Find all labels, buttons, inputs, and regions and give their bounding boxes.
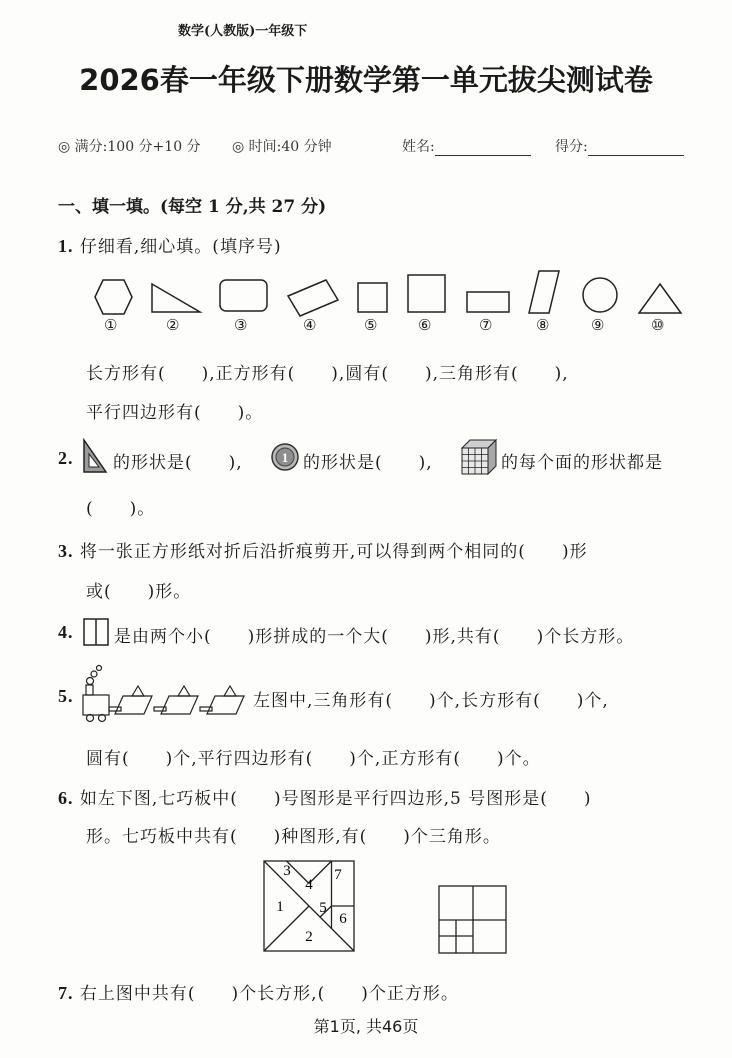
question-text: 将一张正方形纸对折后沿折痕剪开,可以得到两个相同的( )形 bbox=[79, 542, 588, 562]
tangram-label: 2 bbox=[305, 929, 313, 945]
coin-icon bbox=[270, 442, 300, 472]
cube-icon bbox=[458, 438, 498, 474]
question-3-line-2: 或( )形。 bbox=[86, 582, 192, 602]
parallelogram-shape bbox=[529, 271, 559, 313]
small-square-shape bbox=[358, 283, 387, 312]
page-title: 2026春一年级下册数学第一单元拔尖测试卷 bbox=[79, 63, 653, 97]
name-label: 姓名: bbox=[402, 139, 435, 155]
question-text: 仔细看,细心填。(填序号) bbox=[79, 237, 282, 257]
question-2-part-3: 的每个面的形状都是 bbox=[501, 453, 663, 473]
question-6-line-2: 形。七巧板中共有( )种图形,有( )个三角形。 bbox=[86, 827, 501, 847]
question-2-part-1: 的形状是( ), bbox=[113, 453, 243, 473]
header-subject: 数学(人教版)一年级下 bbox=[178, 24, 308, 39]
shape-number-label: ③ bbox=[234, 316, 248, 334]
question-2-number bbox=[58, 448, 74, 469]
question-5-number bbox=[58, 686, 74, 707]
shape-number-label: ⑥ bbox=[418, 316, 432, 334]
question-number: 5. bbox=[58, 686, 74, 706]
large-square-shape bbox=[408, 275, 445, 312]
question-number: 3. bbox=[58, 541, 74, 561]
question-1-line-1: 长方形有( ),正方形有( ),圆有( ),三角形有( ), bbox=[86, 364, 569, 384]
question-number: 7. bbox=[58, 983, 74, 1003]
triangle-shape bbox=[152, 284, 200, 312]
shape-number-label: ⑦ bbox=[479, 316, 493, 334]
question-text: 如左下图,七巧板中( )号图形是平行四边形,5 号图形是( ) bbox=[79, 789, 592, 809]
question-number: 6. bbox=[58, 788, 74, 808]
question-3-line-1 bbox=[58, 537, 588, 562]
question-1-stem bbox=[58, 232, 282, 257]
tangram-label: 1 bbox=[276, 899, 284, 915]
time-limit: ◎ 时间:40 分钟 bbox=[232, 139, 332, 155]
question-number: 1. bbox=[58, 236, 74, 256]
q1-shapes bbox=[0, 268, 732, 348]
set-square-icon bbox=[80, 438, 110, 474]
tangram-label: 5 bbox=[319, 900, 327, 916]
question-7 bbox=[58, 979, 459, 1004]
tangram-label: 7 bbox=[334, 867, 342, 883]
full-score: ◎ 满分:100 分+10 分 bbox=[58, 139, 201, 155]
shape-number-label: ⑨ bbox=[591, 316, 605, 334]
double-rectangle-figure bbox=[82, 617, 110, 647]
question-5-line-1: 左图中,三角形有( )个,长方形有( )个, bbox=[253, 691, 609, 711]
shape-number-label: ① bbox=[104, 316, 118, 334]
section-heading: 一、填一填。(每空 1 分,共 27 分) bbox=[58, 197, 327, 217]
tangram-label: 3 bbox=[283, 863, 291, 879]
page-indicator: 第1页, 共46页 bbox=[313, 1017, 419, 1036]
rectangle-shape bbox=[467, 292, 509, 312]
hexagon-shape bbox=[95, 280, 132, 314]
question-2-line-2: ( )。 bbox=[86, 499, 156, 519]
tangram-label: 6 bbox=[339, 911, 347, 927]
question-number: 2. bbox=[58, 448, 74, 468]
shape-number-label: ⑩ bbox=[651, 316, 665, 334]
question-5-line-2: 圆有( )个,平行四边形有( )个,正方形有( )个。 bbox=[86, 749, 541, 769]
shape-number-label: ④ bbox=[303, 316, 317, 334]
score-label: 得分: bbox=[555, 139, 588, 155]
name-field[interactable] bbox=[402, 136, 531, 156]
question-text: 右上图中共有( )个长方形,( )个正方形。 bbox=[79, 984, 459, 1004]
question-number: 4. bbox=[58, 622, 74, 642]
tangram-label: 4 bbox=[305, 877, 313, 893]
shape-number-label: ⑤ bbox=[364, 316, 378, 334]
coin-label: 1 bbox=[281, 450, 289, 465]
shape-number-label: ② bbox=[166, 316, 180, 334]
train-figure bbox=[80, 662, 250, 724]
circle-shape bbox=[583, 278, 617, 312]
score-blank[interactable] bbox=[588, 139, 684, 156]
tangram-figure bbox=[262, 859, 357, 954]
question-1-line-2: 平行四边形有( )。 bbox=[86, 403, 264, 423]
question-4-number bbox=[58, 622, 74, 643]
score-field[interactable] bbox=[555, 136, 684, 156]
question-6-line-1 bbox=[58, 784, 591, 809]
isosceles-triangle-shape bbox=[639, 284, 681, 313]
tilted-rectangle-shape bbox=[288, 280, 338, 316]
shape-number-label: ⑧ bbox=[536, 316, 550, 334]
rectangle-grid-figure bbox=[437, 884, 509, 956]
question-4-text: 是由两个小( )形拼成的一个大( )形,共有( )个长方形。 bbox=[114, 627, 635, 647]
rounded-rectangle-shape bbox=[220, 280, 267, 311]
question-2-part-2: 的形状是( ), bbox=[303, 453, 433, 473]
name-blank[interactable] bbox=[435, 139, 531, 156]
